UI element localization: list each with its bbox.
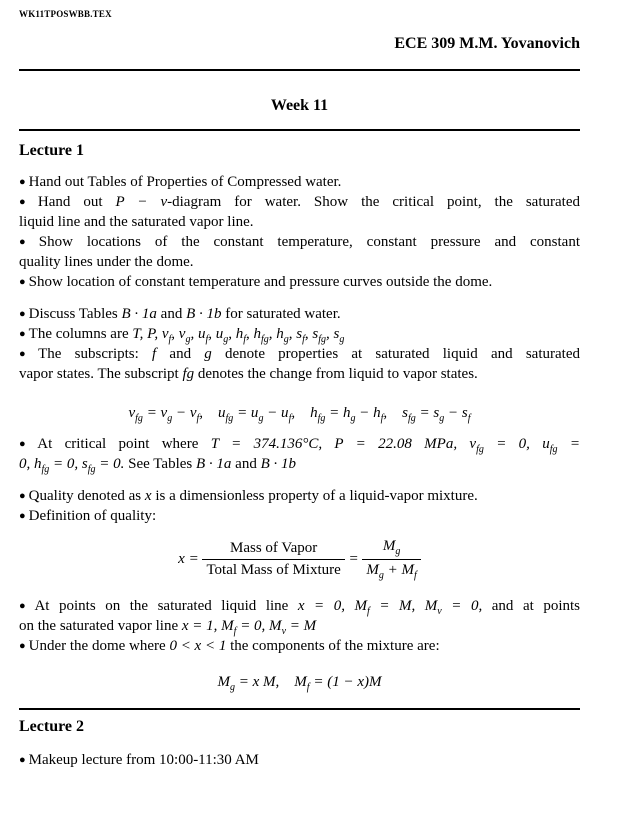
bullet-7: ● The subscripts: f and g denote properties at saturated liquid and saturated <box>19 346 580 362</box>
bullet-4: ● Show location of constant temperature and pressure curves outside the dome. <box>19 274 493 290</box>
equation-fg-differences: $v_{fg} = v_g - v_f$, $u_{fg} = u_g - u_f$, $h_{fg} = h_g - h_f$, $s_{fg} = s_g - s_f$ <box>128 405 471 424</box>
bullet-11-cont: on the saturated vapor line x = 1, $M_f = 0$, $M_v = M$ <box>19 618 317 637</box>
bullet-1: ● Hand out Tables of Properties of Compressed water. <box>19 174 342 190</box>
filename: WK11TPOSWBB.TEX <box>19 9 112 19</box>
bullet-9: ● Quality denoted as x is a dimensionless property of a liquid-vapor mixture. <box>19 488 478 504</box>
bullet-3-cont: quality lines under the dome. <box>19 254 194 270</box>
week-title: Week 11 <box>270 97 329 114</box>
equation-quality: x = $\frac{\text{Mass of Vapor}}{\text{Total Mass of Mixture}}$ = $\frac{M_g}{M_g + M_f}$ <box>19 538 580 581</box>
lecture-2-heading: Lecture 2 <box>19 718 85 735</box>
bullet-8: ● At critical point where T = 374.136°C, P = 22.08 MPa, $v_{fg} = 0$, $u_{fg}$ = <box>19 436 581 455</box>
bullet-5: ● Discuss Tables B · 1a and B · 1b for saturated water. <box>19 306 341 322</box>
bullet-2-cont: liquid line and the saturated vapor line. <box>19 214 254 230</box>
bullet-3: ● Show locations of the constant temperature, constant pressure and constant <box>19 234 580 250</box>
lecture-1-heading: Lecture 1 <box>19 142 85 159</box>
bullet-8-cont: 0, $h_{fg} = 0$, $s_{fg} = 0$. See Tables B · 1a and B · 1b <box>19 456 296 475</box>
course-header: ECE 309 M.M. Yovanovich <box>394 35 580 52</box>
bullet-12: ● Under the dome where 0 < x < 1 the components of the mixture are: <box>19 638 440 654</box>
top-rule <box>19 69 580 71</box>
equation-components: $M_g = x$ M, $M_f = (1 - x)M$ <box>217 674 382 693</box>
bullet-2: ● Hand out P − v-diagram for water. Show the critical point, the saturated <box>19 194 580 210</box>
week-rule <box>19 129 580 131</box>
lecture-2-rule <box>19 708 580 710</box>
bullet-11: ● At points on the saturated liquid line x = 0, $M_f = M$, $M_v = 0$, and at points <box>19 598 581 617</box>
bullet-6: ● The columns are T, P, $v_f$, $v_g$, $u_f$, $u_g$, $h_f$, $h_{fg}$, $h_g$, $s_f$, $s_{fg}$, $s_g$ <box>19 326 345 345</box>
bullet-10: ● Definition of quality: <box>19 508 157 524</box>
lecture-2-bullet-1: ● Makeup lecture from 10:00-11:30 AM <box>19 752 259 768</box>
bullet-7-cont: vapor states. The subscript fg denotes the change from liquid to vapor states. <box>19 366 478 382</box>
